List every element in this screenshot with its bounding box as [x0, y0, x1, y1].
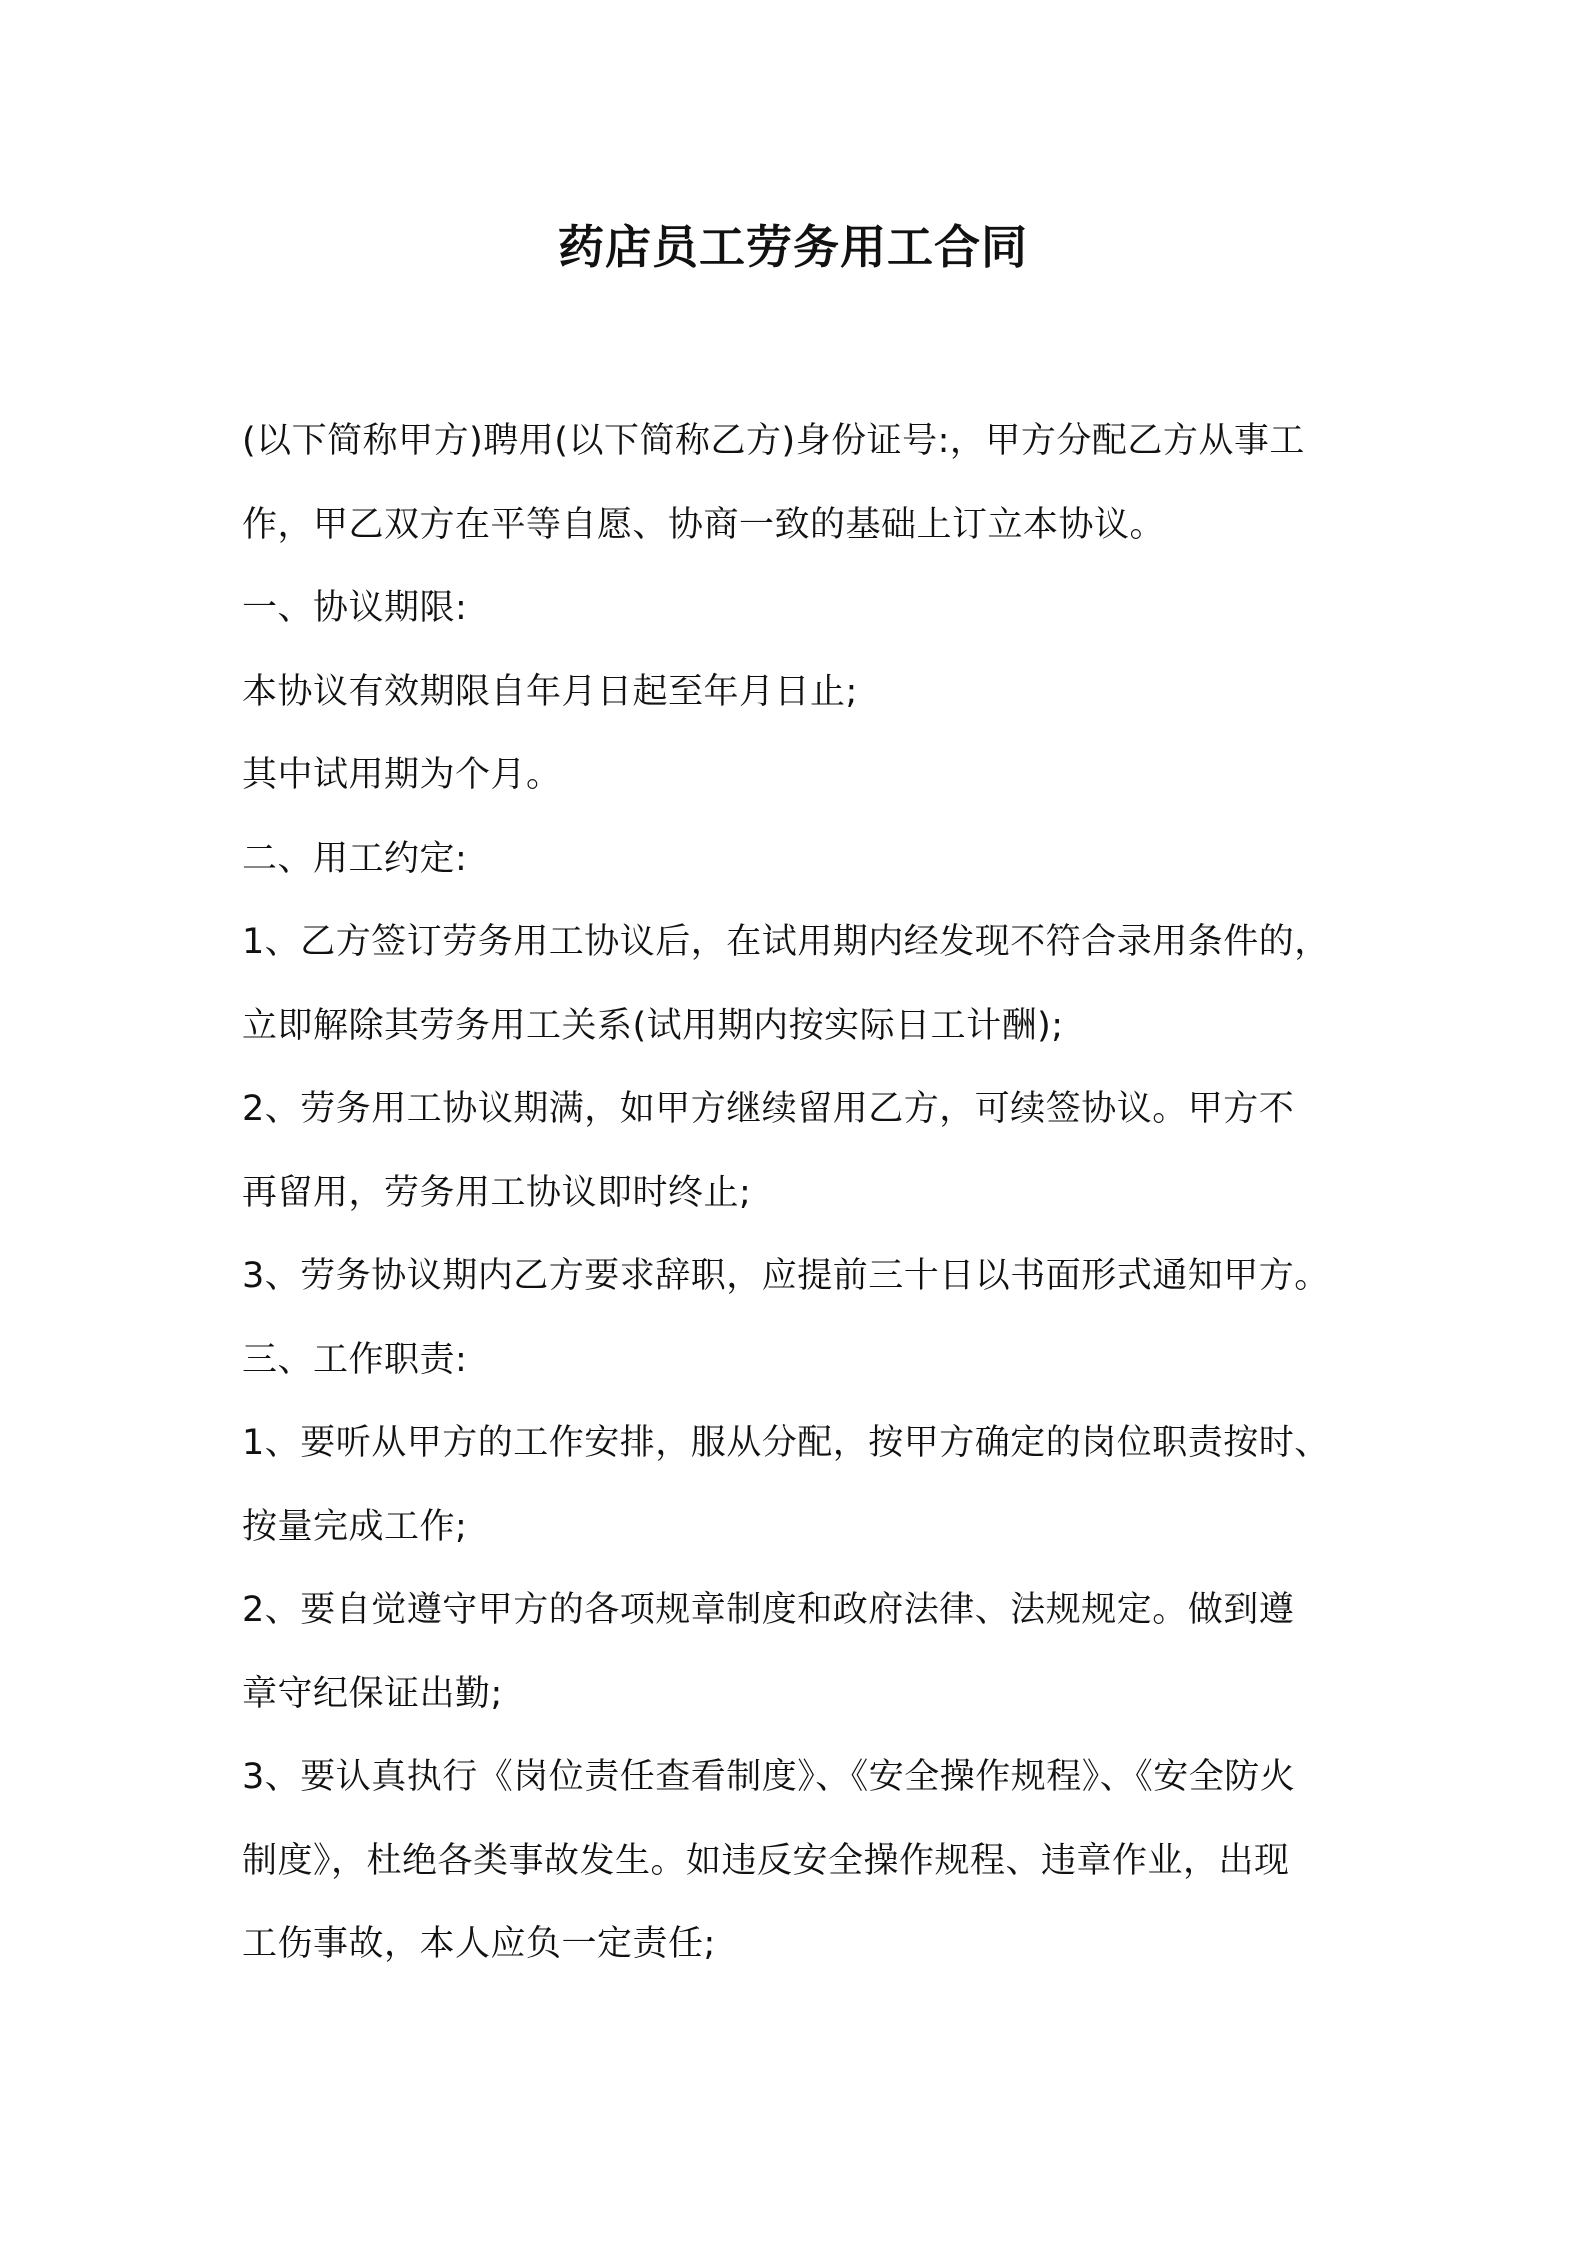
- body-line: 3、要认真执行《岗位责任查看制度》、《安全操作规程》、《安全防火: [242, 1757, 1296, 1797]
- body-line: 制度》，杜绝各类事故发生。如违反安全操作规程、违章作业，出现: [242, 1840, 1290, 1881]
- document-body: [242, 400, 1382, 1987]
- body-line: 2、劳务用工协议期满，如甲方继续留用乙方，可续签协议。甲方不: [242, 1089, 1295, 1129]
- body-line: 作，甲乙双方在平等自愿、协商一致的基础上订立本协议。: [242, 504, 1166, 545]
- body-line: 工伤事故，本人应负一定责任;: [242, 1924, 716, 1964]
- body-line: 其中试用期为个月。: [242, 755, 562, 795]
- section-heading: 一、协议期限:: [242, 588, 468, 628]
- document-title: 药店员工劳务用工合同: [558, 220, 1028, 274]
- body-line: 本协议有效期限自年月日起至年月日止;: [242, 671, 858, 712]
- body-line: (以下简称甲方)聘用(以下简称乙方)身份证号:，甲方分配乙方从事工: [242, 421, 1305, 461]
- body-line: 1、乙方签订劳务用工协议后，在试用期内经发现不符合录用条件的，: [242, 922, 1330, 962]
- section-heading: 三、工作职责:: [242, 1339, 468, 1380]
- body-line: 按量完成工作;: [242, 1506, 468, 1547]
- body-line: 再留用，劳务用工协议即时终止;: [242, 1172, 752, 1213]
- section-heading: 二、用工约定:: [242, 838, 468, 879]
- body-line: 1、要听从甲方的工作安排，服从分配，按甲方确定的岗位职责按时、: [242, 1423, 1330, 1463]
- body-line: 立即解除其劳务用工关系(试用期内按实际日工计酬);: [242, 1005, 1064, 1046]
- body-line: 2、要自觉遵守甲方的各项规章制度和政府法律、法规规定。做到遵: [242, 1590, 1295, 1630]
- body-line: 3、劳务协议期内乙方要求辞职，应提前三十日以书面形式通知甲方。: [242, 1256, 1330, 1296]
- body-line: 章守纪保证出勤;: [242, 1673, 503, 1714]
